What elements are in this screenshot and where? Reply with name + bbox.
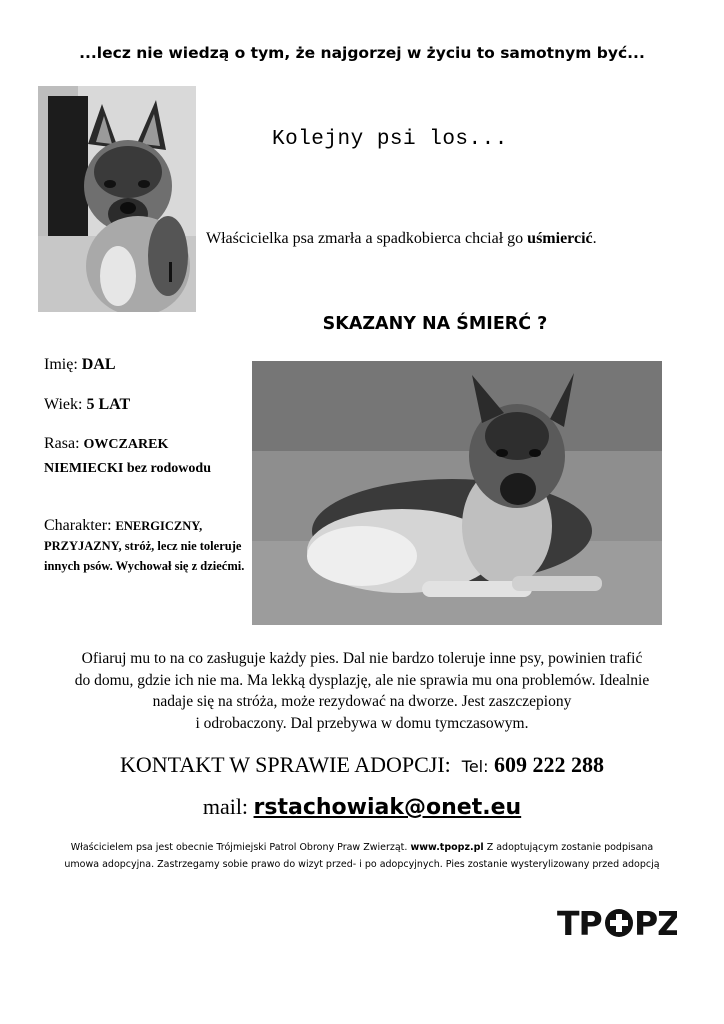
contact-label: KONTAKT W SPRAWIE ADOPCJI:	[119, 752, 451, 777]
dog-portrait-photo	[38, 86, 196, 312]
tpopz-logo-mark	[557, 902, 677, 942]
description-line: Ofiaruj mu to na co zasługuje każdy pies. Dal nie bardzo toleruje inne psy, powinien trafić	[81, 650, 643, 667]
name-line	[44, 356, 116, 374]
footnote-line-1	[20, 840, 704, 857]
description-line: i odrobaczony. Dal przebywa w domu tymczasowym.	[195, 714, 529, 732]
mail-label: mail:	[202, 794, 249, 819]
footnote-text: Właścicielem psa jest obecnie Trójmiejski Patrol Obrony Praw Zwierząt.	[70, 842, 408, 853]
age-label: Wiek:	[44, 396, 83, 413]
story-prefix: Właścicielka psa zmarła a spadkobierca chciał go	[206, 230, 528, 247]
description-line: nadaje się na stróża, może rezydować na dworze. Jest zaszczepiony	[152, 693, 572, 710]
age-value: 5 LAT	[86, 396, 131, 413]
breed-block	[44, 432, 244, 480]
story-suffix: .	[592, 230, 597, 247]
subtitle: Kolejny psi los...	[272, 128, 508, 151]
tagline: ...lecz nie wiedzą o tym, że najgorzej w życiu to samotnym być...	[79, 44, 645, 62]
footnote	[20, 840, 704, 873]
website-link[interactable]: www.tpopz.pl	[410, 842, 484, 853]
description-line: do domu, gdzie ich nie ma. Ma lekką dysplazję, ale nie sprawia mu ona problemów. Idealnie	[74, 671, 650, 689]
tel-label: Tel:	[461, 757, 489, 776]
description	[30, 648, 694, 734]
character-block	[44, 516, 256, 576]
story-emphasis: uśmiercić	[527, 230, 593, 247]
mail-line	[0, 794, 724, 820]
name-value: DAL	[81, 356, 116, 373]
breed-value: OWCZAREK NIEMIECKI bez rodowodu	[44, 437, 211, 476]
headline: SKAZANY NA ŚMIERĆ ?	[322, 314, 548, 334]
phone-number[interactable]: 609 222 288	[494, 752, 605, 777]
story-text	[206, 230, 597, 248]
footnote-line-2: umowa adopcyjna. Zastrzegamy sobie prawo do wizyt przed- i po adopcyjnych. Pies zostanie wysterylizowany przed adopcją	[64, 858, 660, 870]
dog-lying-on-grass-photo	[252, 361, 662, 625]
name-label: Imię:	[44, 356, 78, 373]
tpopz-logo	[557, 902, 677, 942]
logo-wordmark: TP	[557, 904, 602, 942]
email-link[interactable]: rstachowiak@onet.eu	[253, 795, 522, 820]
footnote-text: Z adoptującym zostanie podpisana	[486, 842, 654, 853]
character-value: ENERGICZNY, PRZYJAZNY, stróż, lecz nie toleruje innych psów. Wychował się z dziećmi.	[44, 519, 245, 573]
contact-line	[0, 752, 724, 778]
character-label: Charakter:	[44, 517, 112, 534]
logo-wordmark-end: PZ	[634, 904, 677, 942]
age-line	[44, 396, 130, 414]
breed-label: Rasa:	[44, 435, 80, 452]
